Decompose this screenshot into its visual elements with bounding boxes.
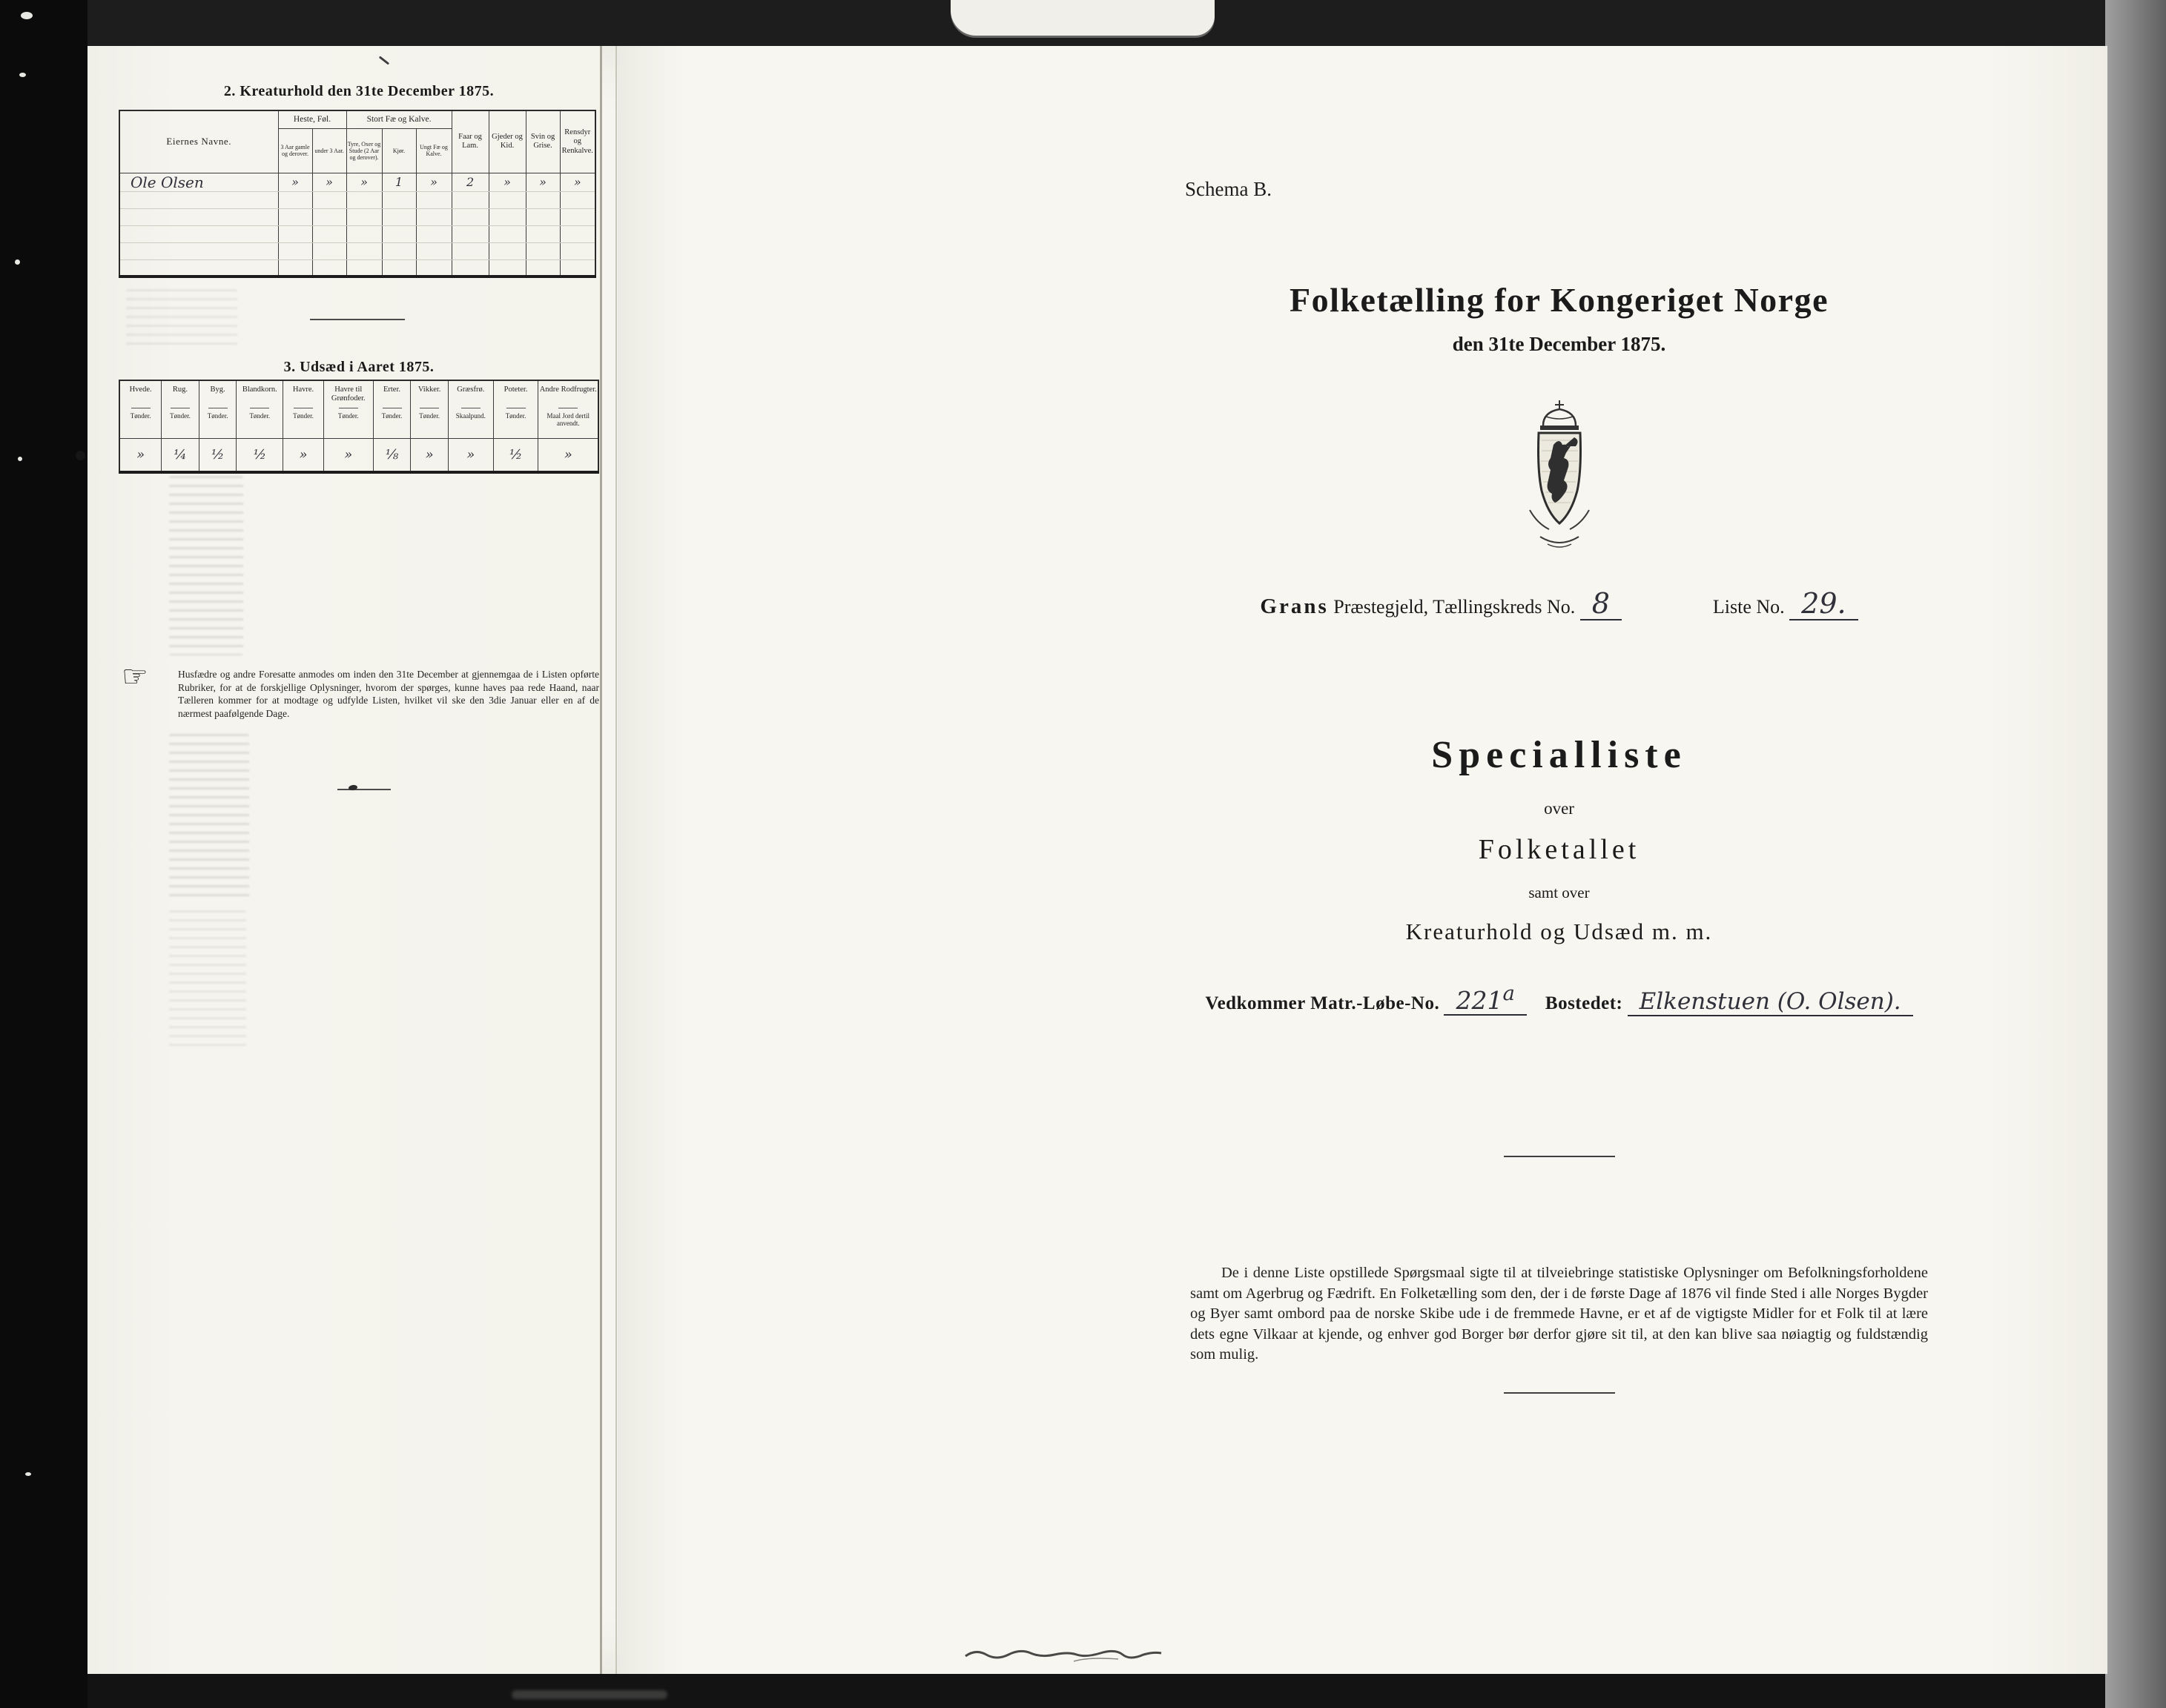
- scan-smudge: [512, 1690, 667, 1699]
- folketallet-heading: Folketallet: [1478, 834, 1640, 865]
- col-blandkorn: [237, 380, 283, 438]
- ink-squiggle: [963, 1646, 1244, 1669]
- col-kjor: Kjør.: [382, 128, 416, 173]
- tellingskreds-number: 8: [1580, 589, 1622, 620]
- liste-label: Liste No.: [1712, 596, 1785, 618]
- col-ungt-fae: Ungt Fæ og Kalve.: [416, 128, 452, 173]
- bleedthrough-text-ghost: [169, 910, 246, 1050]
- udsaed-table: [119, 380, 599, 474]
- ink-dot: [76, 451, 85, 460]
- column-unit: Tønder.: [337, 412, 359, 420]
- header-row: [119, 380, 598, 438]
- empty-table-row: [119, 242, 595, 259]
- empty-table-row: [119, 208, 595, 225]
- column-name: Erter.: [383, 385, 401, 394]
- col-group-stort-fae: Stort Fæ og Kalve.: [346, 110, 452, 128]
- handwritten-value: ¼: [162, 438, 199, 472]
- col-havre: [283, 380, 324, 438]
- column-unit: Tønder.: [130, 412, 151, 420]
- paper-speck: [15, 259, 20, 265]
- livestock-data-row: [119, 173, 595, 191]
- handwritten-value: »: [346, 173, 382, 191]
- handwritten-value: 1: [382, 173, 416, 191]
- column-unit: Tønder.: [170, 412, 191, 420]
- col-andre-rodfrugter: [538, 380, 598, 438]
- col-eiernes-navne: Eiernes Navne.: [119, 110, 278, 173]
- matrikkel-number: 221$^a$: [1444, 984, 1526, 1016]
- census-title: Folketælling for Kongeriget Norge: [1289, 281, 1829, 319]
- paper-speck: [25, 1472, 31, 1476]
- bostedet-label: Bostedet:: [1545, 993, 1623, 1013]
- column-name: Vikker.: [417, 385, 441, 394]
- handwritten-value: ½: [199, 438, 237, 472]
- col-rug: [162, 380, 199, 438]
- handwritten-value: »: [312, 173, 346, 191]
- divider-rule: [1504, 1392, 1615, 1394]
- handwritten-value: »: [489, 173, 526, 191]
- schema-label: Schema B.: [1185, 178, 1272, 200]
- seed-data-row: [119, 438, 598, 472]
- col-vikker: [411, 380, 449, 438]
- column-unit: Skaalpund.: [455, 412, 486, 420]
- handwritten-value: »: [278, 173, 312, 191]
- column-unit: Tønder.: [419, 412, 440, 420]
- header-row-groups: [119, 110, 595, 128]
- column-name: Hvede.: [129, 385, 152, 394]
- column-name: Blandkorn.: [242, 385, 277, 394]
- column-name: Poteter.: [503, 385, 528, 394]
- col-havre-gronfoder: [323, 380, 373, 438]
- bleedthrough-text-ghost: [169, 734, 249, 903]
- column-unit: Tønder.: [249, 412, 271, 420]
- liste-number: 29.: [1789, 589, 1858, 620]
- col-hvede: [119, 380, 162, 438]
- handwritten-value: ⅛: [373, 438, 411, 472]
- kreaturhold-table: [119, 110, 596, 278]
- parish-label: Præstegjeld,: [1333, 596, 1429, 618]
- column-name: Græsfrø.: [457, 385, 485, 394]
- column-name: Byg.: [210, 385, 225, 394]
- column-unit: Tønder.: [293, 412, 314, 420]
- handwritten-value: ½: [493, 438, 538, 472]
- col-svin-og-grise: Svin og Grise.: [526, 110, 560, 173]
- col-group-heste: Heste, Føl.: [278, 110, 346, 128]
- section-kreaturhold-title: 2. Kreaturhold den 31te December 1875.: [223, 83, 495, 99]
- col-byg: [199, 380, 237, 438]
- handwritten-value: »: [416, 173, 452, 191]
- handwritten-value: ½: [237, 438, 283, 472]
- paper-speck: [21, 12, 33, 19]
- torn-paper-corner: [951, 0, 1215, 36]
- column-unit: Tønder.: [505, 412, 526, 420]
- page-edge-line: [615, 46, 617, 1674]
- tellingskreds-label: Tællingskreds No.: [1433, 596, 1576, 618]
- divider-rule: [310, 319, 405, 320]
- column-name: Havre til Grønfoder.: [331, 385, 366, 403]
- handwritten-value: »: [283, 438, 324, 472]
- instruction-footnote: Husfædre og andre Foresatte anmodes om inden den 31te December at gjennemgaa de i Listen opførte Rubriker, for at de forskjellige Oplysninger, hvorom der spørges, kunne haves paa rede Haand, naar Tælleren kommer for at modtage og udfylde Listen, hvilket vil ske den 3die Januar eller en af de nærmest paafølgende Dage.: [178, 669, 599, 719]
- col-heste-3aar: 3 Aar gamle og derover.: [278, 128, 312, 173]
- col-gjeder-og-kid: Gjeder og Kid.: [489, 110, 526, 173]
- parish-stamp: Grans: [1260, 595, 1329, 618]
- handwritten-value: »: [526, 173, 560, 191]
- section-udsaed-title: 3. Udsæd i Aaret 1875.: [283, 359, 435, 375]
- over-label: over: [1544, 799, 1574, 818]
- column-name: Rug.: [172, 385, 188, 394]
- handwritten-value: 2: [452, 173, 489, 191]
- divider-rule: [337, 789, 391, 790]
- col-erter: [373, 380, 411, 438]
- handwritten-value: »: [560, 173, 595, 191]
- manicule-icon: ☞: [122, 660, 148, 694]
- column-name: Havre.: [292, 385, 314, 394]
- empty-table-row: [119, 191, 595, 208]
- handwritten-value: »: [119, 438, 162, 472]
- col-tyre-oxer-stude: Tyre, Oxer og Stude (2 Aar og derover).: [346, 128, 382, 173]
- column-unit: Tønder.: [207, 412, 228, 420]
- bleedthrough-text-ghost: [169, 476, 243, 655]
- paper-speck: [19, 73, 26, 77]
- col-rensdyr: Rensdyr og Renkalve.: [560, 110, 595, 173]
- bleedthrough-text-ghost: [126, 289, 237, 350]
- col-faar-og-lam: Faar og Lam.: [452, 110, 489, 173]
- coat-of-arms-icon: [1157, 399, 1961, 551]
- scan-background-right: [2105, 0, 2166, 1708]
- column-unit: Maal Jord dertil anvendt.: [547, 412, 590, 427]
- vedkommer-line: [1157, 984, 1961, 1016]
- handwritten-value: »: [538, 438, 598, 472]
- speciallist-heading: Specialliste: [1431, 734, 1687, 776]
- title-page-content: [1157, 280, 1961, 1394]
- col-poteter: [493, 380, 538, 438]
- divider-rule: [1504, 1156, 1615, 1157]
- empty-table-row: [119, 259, 595, 277]
- handwritten-value: »: [323, 438, 373, 472]
- column-name: Andre Rodfrugter.: [539, 385, 597, 394]
- handwritten-value: »: [411, 438, 449, 472]
- col-heste-under-3aar: under 3 Aar.: [312, 128, 346, 173]
- district-line: [1157, 589, 1961, 620]
- col-graesfro: [448, 380, 493, 438]
- kreaturhold-heading: Kreaturhold og Udsæd m. m.: [1405, 918, 1713, 944]
- explanatory-paragraph: De i denne Liste opstillede Spørgsmaal sigte til at tilveiebringe statistiske Oplysninger om Befolkningsforholdene samt om Agerbrug og Fædrift. En Folketælling som den, der i de første Dage af 1876 vil finde Sted i alle Norges Bygder og Byer samt ombord paa de norske Skibe ude i de fremmede Havne, er et af de vigtigste Midler for et Folk til at lære dets egne Vilkaar at kjende, og enhver god Borger bør derfor gjøre sit til, at den kan blive saa nøiagtig og fuldstændig som mulig.: [1190, 1265, 1928, 1363]
- bostedet-value: Elkenstuen (O. Olsen).: [1628, 990, 1913, 1016]
- vedkommer-label: Vedkommer Matr.-Løbe-No.: [1205, 993, 1440, 1013]
- book-spine: [0, 0, 88, 1708]
- samt-over-label: samt over: [1528, 884, 1590, 901]
- column-unit: Tønder.: [381, 412, 403, 420]
- owner-name: Ole Olsen: [119, 173, 278, 191]
- empty-table-row: [119, 225, 595, 242]
- census-date: den 31te December 1875.: [1452, 333, 1666, 355]
- paper-speck: [18, 457, 22, 461]
- handwritten-value: »: [448, 438, 493, 472]
